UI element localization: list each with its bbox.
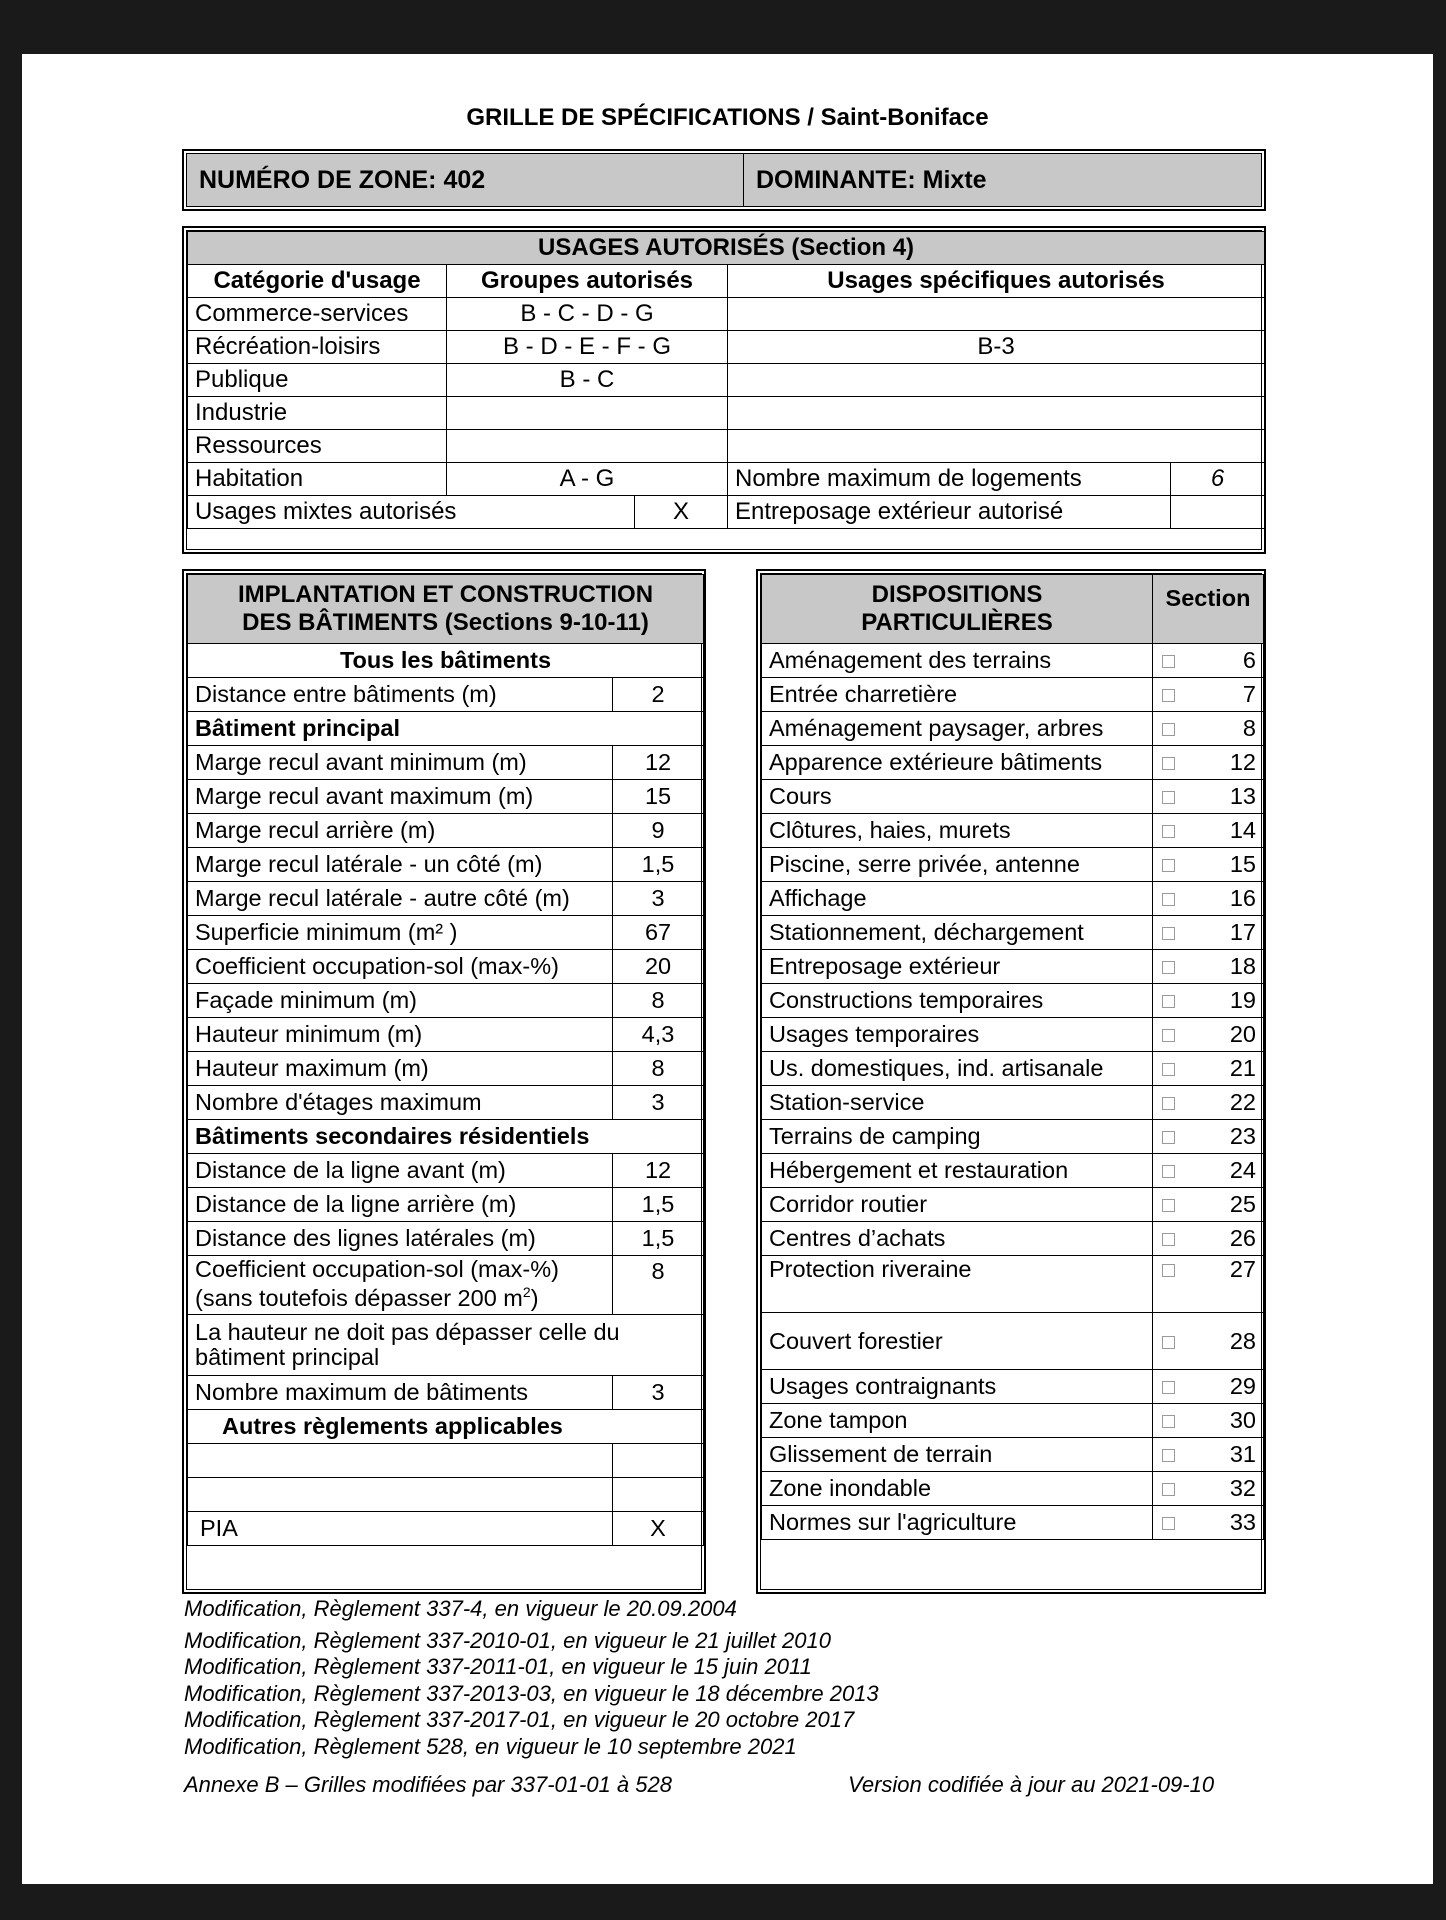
checkbox-icon[interactable] [1162, 1131, 1175, 1144]
section-number: 7 [1242, 681, 1256, 707]
section-number: 24 [1229, 1157, 1256, 1183]
disposition-section-cell [1153, 814, 1264, 848]
disposition-row [762, 1222, 1264, 1256]
disposition-section-cell [1153, 1404, 1264, 1438]
dispositions-table [756, 569, 1266, 1594]
section-number: 12 [1229, 749, 1256, 775]
disposition-row [762, 1313, 1264, 1370]
row-label: Marge recul avant minimum (m) [188, 746, 613, 780]
usage-cat: Industrie [188, 397, 447, 430]
pia-label: PIA [188, 1512, 613, 1546]
row-value: 8 [613, 984, 704, 1018]
checkbox-icon[interactable] [1162, 689, 1175, 702]
row-value [613, 1444, 704, 1478]
checkbox-icon[interactable] [1162, 723, 1175, 736]
disposition-section-cell [1153, 1313, 1264, 1370]
disposition-label: Cours [762, 780, 1153, 814]
usage-groupes: B - C - D - G [447, 298, 728, 331]
disposition-section-cell [1153, 712, 1264, 746]
disposition-row [762, 1086, 1264, 1120]
row-label: Marge recul arrière (m) [188, 814, 613, 848]
disposition-row [762, 848, 1264, 882]
table-row [188, 882, 704, 916]
disposition-row [762, 814, 1264, 848]
table-row [188, 1512, 704, 1546]
row-label: Distance de la ligne avant (m) [188, 1154, 613, 1188]
section-number: 29 [1229, 1373, 1256, 1399]
footer-annexe: Annexe B – Grilles modifiées par 337-01-01 à 528 [184, 1772, 672, 1797]
disposition-label: Zone inondable [762, 1472, 1153, 1506]
section-number: 27 [1229, 1256, 1256, 1282]
section-number: 32 [1229, 1475, 1256, 1501]
note-line: Modification, Règlement 337-2010-01, en vigueur le 21 juillet 2010 [184, 1627, 831, 1653]
usage-spec [728, 364, 1265, 397]
checkbox-icon[interactable] [1162, 995, 1175, 1008]
section-number: 6 [1242, 647, 1256, 673]
row-value: 1,5 [613, 848, 704, 882]
disposition-row [762, 1120, 1264, 1154]
checkbox-icon[interactable] [1162, 1415, 1175, 1428]
disposition-section-cell [1153, 678, 1264, 712]
disposition-row [762, 882, 1264, 916]
table-row [188, 1018, 704, 1052]
row-label: Distance entre bâtiments (m) [188, 678, 613, 712]
disposition-row [762, 1438, 1264, 1472]
table-row [188, 1086, 704, 1120]
disposition-section-cell [1153, 1438, 1264, 1472]
implantation-table [182, 569, 706, 1594]
table-row [188, 1256, 704, 1315]
row-label: Hauteur maximum (m) [188, 1052, 613, 1086]
row-label: Distance de la ligne arrière (m) [188, 1188, 613, 1222]
checkbox-icon[interactable] [1162, 791, 1175, 804]
habitation-row [188, 463, 1265, 496]
checkbox-icon[interactable] [1162, 1165, 1175, 1178]
usages-header: USAGES AUTORISÉS (Section 4) [188, 232, 1265, 265]
checkbox-icon[interactable] [1162, 1264, 1175, 1277]
note-line: Modification, Règlement 337-2017-01, en vigueur le 20 octobre 2017 [184, 1707, 855, 1732]
disposition-row [762, 1018, 1264, 1052]
disposition-row [762, 984, 1264, 1018]
disposition-row [762, 1506, 1264, 1540]
note-line: Modification, Règlement 337-2013-03, en vigueur le 18 décembre 2013 [184, 1680, 879, 1706]
disposition-section-cell [1153, 1154, 1264, 1188]
table-row [188, 746, 704, 780]
row-value [613, 1478, 704, 1512]
coef-close: ) [530, 1284, 539, 1311]
disposition-row [762, 1188, 1264, 1222]
section-number: 28 [1229, 1327, 1256, 1354]
disposition-label: Entrée charretière [762, 678, 1153, 712]
section-number: 31 [1229, 1441, 1256, 1467]
usages-mixtes-label: Usages mixtes autorisés [188, 496, 635, 529]
row-value: 15 [613, 780, 704, 814]
coef-line2: (sans toutefois dépasser 200 m [195, 1284, 523, 1311]
dispositions-header-line2: PARTICULIÈRES [861, 609, 1053, 636]
usages-mixtes-value: X [635, 496, 728, 529]
zone-header [182, 149, 1266, 211]
disposition-label: Constructions temporaires [762, 984, 1153, 1018]
disposition-label: Aménagement des terrains [762, 644, 1153, 678]
coef-value: 8 [613, 1256, 704, 1315]
section-number: 33 [1229, 1509, 1256, 1535]
disposition-section-cell [1153, 1052, 1264, 1086]
col-categorie: Catégorie d'usage [188, 265, 447, 298]
habitation-label: Habitation [188, 463, 447, 496]
disposition-row [762, 1052, 1264, 1086]
usage-cat: Récréation-loisirs [188, 331, 447, 364]
col-groupes: Groupes autorisés [447, 265, 728, 298]
disposition-section-cell [1153, 746, 1264, 780]
note-line: Modification, Règlement 337-2011-01, en vigueur le 15 juin 2011 [184, 1654, 812, 1679]
disposition-row [762, 1154, 1264, 1188]
row-label: Nombre d'étages maximum [188, 1086, 613, 1120]
row-value: 12 [613, 746, 704, 780]
usage-spec: B-3 [728, 331, 1265, 364]
checkbox-icon[interactable] [1162, 1449, 1175, 1462]
section-number: 22 [1229, 1089, 1256, 1115]
checkbox-icon[interactable] [1162, 859, 1175, 872]
table-row [188, 1444, 704, 1478]
row-value: 1,5 [613, 1222, 704, 1256]
disposition-row [762, 1404, 1264, 1438]
usage-groupes: B - C [447, 364, 728, 397]
tous-batiments-header: Tous les bâtiments [188, 644, 704, 678]
row-value: 4,3 [613, 1018, 704, 1052]
section-number: 15 [1229, 851, 1256, 877]
col-specifiques: Usages spécifiques autorisés [728, 265, 1265, 298]
disposition-label: Couvert forestier [762, 1313, 1153, 1370]
usage-spec [728, 397, 1265, 430]
disposition-section-cell [1153, 1256, 1264, 1313]
section-number: 30 [1229, 1407, 1256, 1433]
row-label: Coefficient occupation-sol (max-%) [188, 950, 613, 984]
row-value: 9 [613, 814, 704, 848]
usage-row [188, 298, 1265, 331]
disposition-label: Normes sur l'agriculture [762, 1506, 1153, 1540]
disposition-row [762, 916, 1264, 950]
zone-number: NUMÉRO DE ZONE: 402 [187, 154, 744, 206]
table-row [188, 950, 704, 984]
section-number: 25 [1229, 1191, 1256, 1217]
dispositions-header-line1: DISPOSITIONS [871, 581, 1043, 608]
disposition-label: Entreposage extérieur [762, 950, 1153, 984]
row-label: Nombre maximum de bâtiments [188, 1376, 613, 1410]
usage-groupes [447, 430, 728, 463]
entreposage-label: Entreposage extérieur autorisé [728, 496, 1171, 529]
disposition-section-cell [1153, 950, 1264, 984]
usages-table [182, 226, 1266, 554]
disposition-section-cell [1153, 1018, 1264, 1052]
section-number: 16 [1229, 885, 1256, 911]
section-number: 17 [1229, 919, 1256, 945]
disposition-label: Clôtures, haies, murets [762, 814, 1153, 848]
implantation-header [188, 575, 704, 644]
disposition-label: Hébergement et restauration [762, 1154, 1153, 1188]
disposition-label: Glissement de terrain [762, 1438, 1153, 1472]
checkbox-icon[interactable] [1162, 1517, 1175, 1530]
row-value: 67 [613, 916, 704, 950]
entreposage-value [1171, 496, 1265, 529]
table-row [188, 916, 704, 950]
page-title: GRILLE DE SPÉCIFICATIONS / Saint-Boniface [466, 104, 989, 131]
autres-header: Autres règlements applicables [188, 1410, 704, 1444]
checkbox-icon[interactable] [1162, 1063, 1175, 1076]
usage-row [188, 430, 1265, 463]
table-row [188, 848, 704, 882]
row-label: Distance des lignes latérales (m) [188, 1222, 613, 1256]
table-row [188, 780, 704, 814]
table-row [188, 1052, 704, 1086]
max-logements-label: Nombre maximum de logements [728, 463, 1171, 496]
checkbox-icon[interactable] [1162, 1483, 1175, 1496]
mixtes-row [188, 496, 1265, 529]
checkbox-icon[interactable] [1162, 893, 1175, 906]
usage-cat: Ressources [188, 430, 447, 463]
principal-header: Bâtiment principal [188, 712, 704, 746]
row-label: Marge recul latérale - un côté (m) [188, 848, 613, 882]
disposition-label: Corridor routier [762, 1188, 1153, 1222]
coef-label [188, 1256, 613, 1315]
row-label: Façade minimum (m) [188, 984, 613, 1018]
disposition-section-cell [1153, 848, 1264, 882]
disposition-section-cell [1153, 1222, 1264, 1256]
section-number: 8 [1242, 715, 1256, 741]
table-row [188, 1188, 704, 1222]
usage-spec [728, 430, 1265, 463]
disposition-row [762, 678, 1264, 712]
row-label: Marge recul avant maximum (m) [188, 780, 613, 814]
checkbox-icon[interactable] [1162, 1097, 1175, 1110]
disposition-section-cell [1153, 1086, 1264, 1120]
section-number: 14 [1229, 817, 1256, 843]
usage-spec [728, 298, 1265, 331]
disposition-row [762, 1256, 1264, 1313]
table-row [188, 1478, 704, 1512]
table-row [188, 1376, 704, 1410]
implantation-header-line2: DES BÂTIMENTS (Sections 9-10-11) [242, 609, 649, 636]
coef-line1: Coefficient occupation-sol (max-%) [195, 1256, 559, 1282]
disposition-section-cell [1153, 644, 1264, 678]
section-number: 20 [1229, 1021, 1256, 1047]
disposition-label: Station-service [762, 1086, 1153, 1120]
row-label [188, 1444, 613, 1478]
pia-value: X [613, 1512, 704, 1546]
disposition-row [762, 746, 1264, 780]
zone-dominante: DOMINANTE: Mixte [744, 154, 1262, 206]
row-label: Hauteur minimum (m) [188, 1018, 613, 1052]
table-row [188, 678, 704, 712]
note-line: Modification, Règlement 337-4, en vigueur le 20.09.2004 [184, 1596, 737, 1621]
row-value: 2 [613, 678, 704, 712]
table-row [188, 984, 704, 1018]
checkbox-icon[interactable] [1162, 757, 1175, 770]
checkbox-icon[interactable] [1162, 1199, 1175, 1212]
disposition-section-cell [1153, 1472, 1264, 1506]
habitation-groupes: A - G [447, 463, 728, 496]
table-row [188, 1154, 704, 1188]
disposition-row [762, 1370, 1264, 1404]
row-value: 3 [613, 1376, 704, 1410]
disposition-section-cell [1153, 780, 1264, 814]
disposition-label: Usages contraignants [762, 1370, 1153, 1404]
section-number: 13 [1229, 783, 1256, 809]
checkbox-icon[interactable] [1162, 961, 1175, 974]
row-label [188, 1478, 613, 1512]
checkbox-icon[interactable] [1162, 1381, 1175, 1394]
disposition-label: Protection riveraine [762, 1256, 1153, 1313]
checkbox-icon[interactable] [1162, 1336, 1175, 1349]
section-number: 23 [1229, 1123, 1256, 1149]
usage-groupes: B - D - E - F - G [447, 331, 728, 364]
disposition-label: Apparence extérieure bâtiments [762, 746, 1153, 780]
disposition-label: Affichage [762, 882, 1153, 916]
checkbox-icon[interactable] [1162, 1233, 1175, 1246]
usage-groupes [447, 397, 728, 430]
disposition-label: Us. domestiques, ind. artisanale [762, 1052, 1153, 1086]
dispositions-header [762, 575, 1153, 644]
note-line: Modification, Règlement 528, en vigueur le 10 septembre 2021 [184, 1733, 797, 1759]
disposition-row [762, 712, 1264, 746]
checkbox-icon[interactable] [1162, 1029, 1175, 1042]
checkbox-icon[interactable] [1162, 825, 1175, 838]
disposition-label: Stationnement, déchargement [762, 916, 1153, 950]
row-value: 3 [613, 882, 704, 916]
disposition-section-cell [1153, 916, 1264, 950]
document-page [22, 54, 1433, 1884]
row-value: 20 [613, 950, 704, 984]
usage-row [188, 331, 1265, 364]
checkbox-icon[interactable] [1162, 927, 1175, 940]
disposition-row [762, 780, 1264, 814]
disposition-label: Centres d’achats [762, 1222, 1153, 1256]
section-header: Section [1153, 575, 1264, 644]
disposition-label: Piscine, serre privée, antenne [762, 848, 1153, 882]
section-number: 18 [1229, 953, 1256, 979]
section-number: 19 [1229, 987, 1256, 1013]
table-row [188, 814, 704, 848]
row-label: Marge recul latérale - autre côté (m) [188, 882, 613, 916]
footer-version: Version codifiée à jour au 2021-09-10 [848, 1772, 1215, 1797]
checkbox-icon[interactable] [1162, 655, 1175, 668]
row-value: 12 [613, 1154, 704, 1188]
usage-row [188, 364, 1265, 397]
disposition-row [762, 644, 1264, 678]
row-label: Superficie minimum (m² ) [188, 916, 613, 950]
hauteur-line1: La hauteur ne doit pas dépasser celle du [195, 1319, 620, 1345]
table-row [188, 1222, 704, 1256]
implantation-header-line1: IMPLANTATION ET CONSTRUCTION [237, 581, 654, 608]
disposition-row [762, 950, 1264, 984]
section-number: 26 [1229, 1225, 1256, 1251]
row-value: 3 [613, 1086, 704, 1120]
disposition-section-cell [1153, 882, 1264, 916]
disposition-label: Zone tampon [762, 1404, 1153, 1438]
disposition-label: Aménagement paysager, arbres [762, 712, 1153, 746]
hauteur-line2: bâtiment principal [195, 1344, 380, 1370]
disposition-section-cell [1153, 1120, 1264, 1154]
usage-row [188, 397, 1265, 430]
usage-cat: Commerce-services [188, 298, 447, 331]
max-logements-value: 6 [1171, 463, 1265, 496]
coef-sup: 2 [522, 1284, 531, 1300]
section-number: 21 [1229, 1055, 1256, 1081]
row-value: 1,5 [613, 1188, 704, 1222]
disposition-label: Usages temporaires [762, 1018, 1153, 1052]
hauteur-note [188, 1315, 704, 1376]
disposition-section-cell [1153, 1370, 1264, 1404]
disposition-section-cell [1153, 984, 1264, 1018]
modification-notes [184, 1596, 879, 1760]
secondaires-header: Bâtiments secondaires résidentiels [188, 1120, 704, 1154]
usage-cat: Publique [188, 364, 447, 397]
disposition-row [762, 1472, 1264, 1506]
disposition-label: Terrains de camping [762, 1120, 1153, 1154]
disposition-section-cell [1153, 1188, 1264, 1222]
disposition-section-cell [1153, 1506, 1264, 1540]
row-value: 8 [613, 1052, 704, 1086]
